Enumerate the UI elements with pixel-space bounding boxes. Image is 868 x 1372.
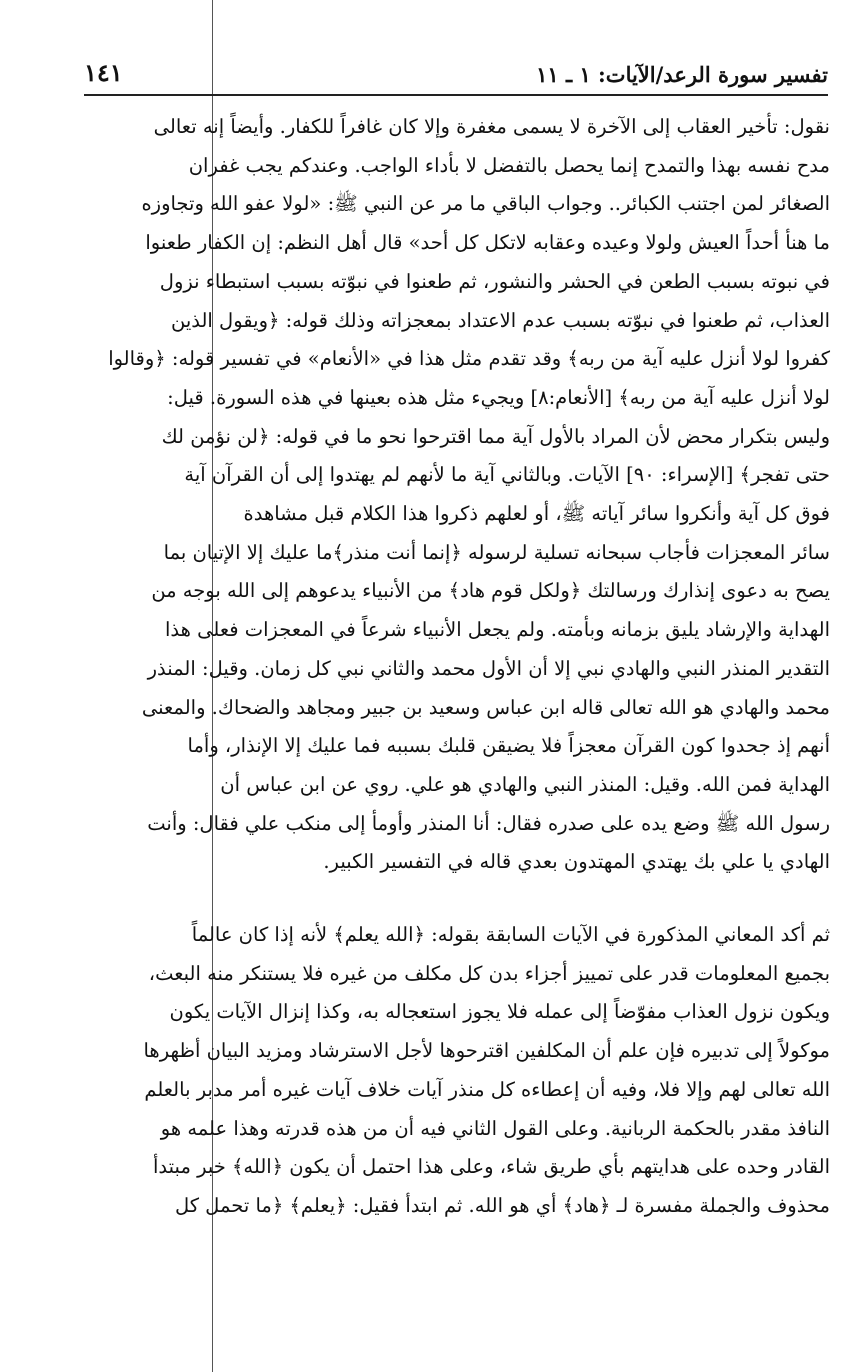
header-rule: [84, 94, 828, 96]
paragraph: ثم أكد المعاني المذكورة في الآيات السابقة بقوله: ﴿الله يعلم﴾ لأنه إذا كان عالماً بجميع المعلومات قدر على تمييز أجزاء بدن كل مكلف من غيره فلا يستنكر منه البعث، ويكون نزول العذاب مفوّضاً إلى عمله فلا يجوز استعجاله به، وكذا إنزال الآيات يكون موكولاً إلى تدبيره فإن علم أن المكلفين اقترحوها لأجل الاسترشاد ومزيد البيان أظهرها الله تعالى لهم وإلا فلا، وفيه أن إعطاءه كل منذر آيات خلاف آيات غيره أمر مدبر بالعلم النافذ مقدر بالحكمة الربانية. وعلى القول الثاني فيه أن من هذه قدرته وهذا علمه هو القادر وحده على هدايتهم بأي طريق شاء، وعلى هذا احتمل أن يكون ﴿الله﴾ خبر مبتدأ محذوف والجملة مفسرة لـ ﴿هاد﴾ أي هو الله. ثم ابتدأ فقيل: ﴿يعلم﴾ ﴿ما تحمل كل: [143, 923, 830, 1217]
paragraph: نقول: تأخير العقاب إلى الآخرة لا يسمى مغفرة وإلا كان غافراً للكفار. وأيضاً إنه تعالى مدح نفسه بهذا والتمدح إنما يحصل بالتفضل لا بأداء الواجب. وعندكم يجب غفران الصغائر لمن اجتنب الكبائر.. وجواب الباقي ما مر عن النبي ﷺ: «لولا عفو الله وتجاوزه ما هنأ أحداً العيش ولولا وعيده وعقابه لاتكل كل أحد» قال أهل النظم: إن الكفار طعنوا في نبوته بسبب الطعن في الحشر والنشور، ثم طعنوا في نبوّته بسبب استبطاء نزول العذاب، ثم طعنوا في نبوّته بسبب عدم الاعتداد بمعجزاته وذلك قوله: ﴿ويقول الذين كفروا لولا أنزل عليه آية من ربه﴾ وقد تقدم مثل هذا في «الأنعام» في تفسير قوله: ﴿وقالوا لولا أنزل عليه آية من ربه﴾ [الأنعام:٨] ويجيء مثل هذه بعينها في هذه السورة. قيل: وليس بتكرار محض لأن المراد بالأول آية مما اقترحوا نحو ما في قوله: ﴿لن نؤمن لك حتى تفجر﴾ [الإسراء: ٩٠] الآيات. وبالثاني آية ما لأنهم لم يهتدوا إلى أن القرآن آية فوق كل آية وأنكروا سائر آياته ﷺ، أو لعلهم ذكروا هذا الكلام قبل مشاهدة سائر المعجزات فأجاب سبحانه تسلية لرسوله ﴿إنما أنت منذر﴾ما عليك إلا الإتيان بما يصح به دعوى إنذارك ورسالتك ﴿ولكل قوم هاد﴾ من الأنبياء يدعوهم إلى الله بوجه من الهداية والإرشاد يليق بزمانه وبأمته. ولم يجعل الأنبياء شرعاً في المعجزات فعلى هذا التقدير المنذر النبي والهادي نبي إلا أن الأول محمد والثاني نبي كل زمان. وقيل: المنذر محمد والهادي هو الله تعالى قاله ابن عباس وسعيد بن جبير ومجاهد والضحاك. والمعنى أنهم إذ جحدوا كون القرآن معجزاً فلا يضيقن قلبك بسببه فما عليك إلا الإنذار، وأما الهداية فمن الله. وقيل: المنذر النبي والهادي هو علي. روي عن ابن عباس أن رسول الله ﷺ وضع يده على صدره فقال: أنا المنذر وأومأ إلى منكب علي فقال: وأنت الهادي يا علي بك يهتدي المهتدون بعدي قاله في التفسير الكبير.: [108, 115, 830, 874]
body-text: [80, 108, 830, 1226]
page-header: [84, 58, 828, 92]
running-title: تفسير سورة الرعد/الآيات: ١ ـ ١١: [536, 62, 828, 87]
page-number: ١٤١: [84, 58, 123, 87]
